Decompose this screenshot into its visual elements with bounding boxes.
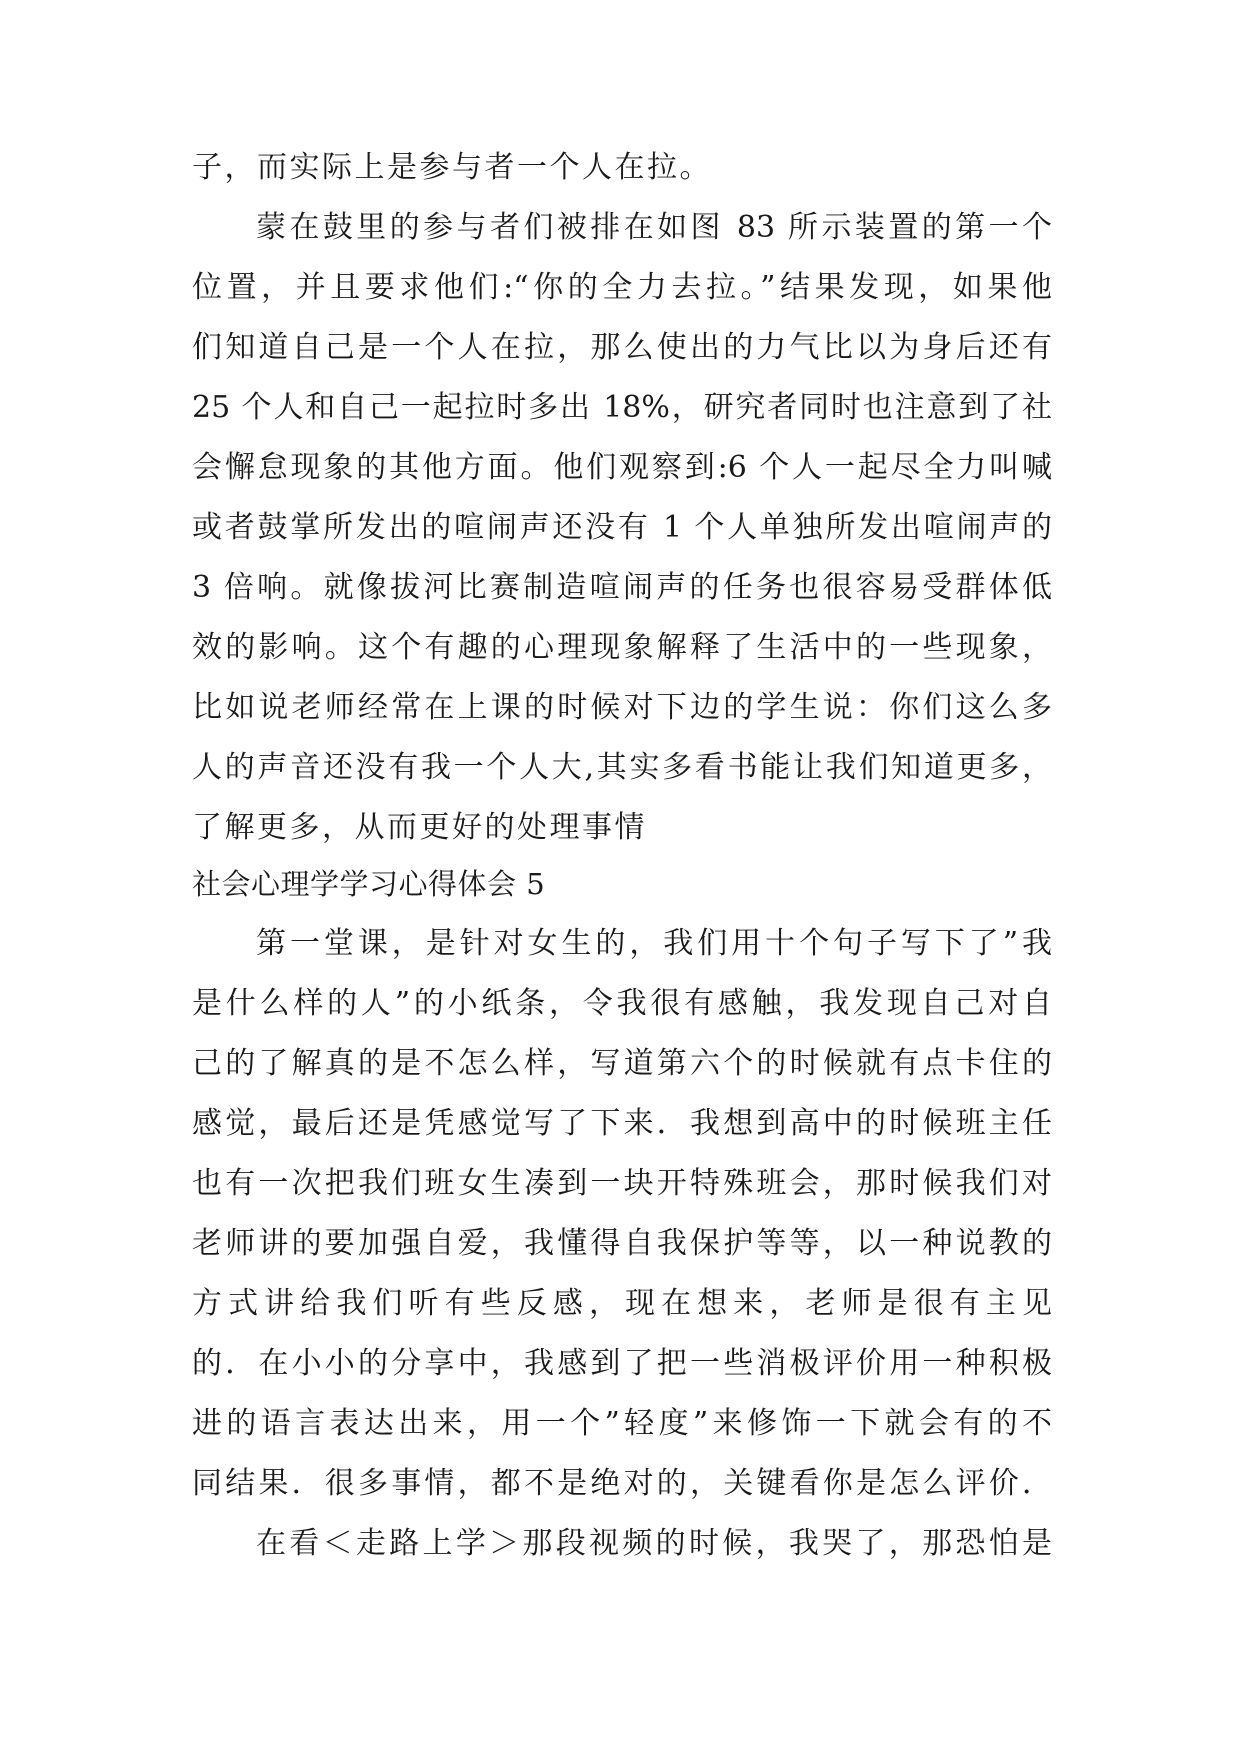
paragraph-line: 比如说老师经常在上课的时候对下边的学生说：你们这么多 — [192, 690, 1052, 725]
paragraph-line: 人的声音还没有我一个人大,其实多看书能让我们知道更多， — [192, 750, 1052, 785]
paragraph-line: 同结果．很多事情，都不是绝对的，关键看你是怎么评价． — [192, 1466, 1052, 1501]
paragraph-line: 的．在小小的分享中，我感到了把一些消极评价用一种积极 — [192, 1346, 1052, 1381]
paragraph-line: 3 倍响。就像拔河比赛制造喧闹声的任务也很容易受群体低 — [192, 570, 1052, 605]
paragraph-line: 子，而实际上是参与者一个人在拉。 — [192, 150, 712, 185]
paragraph-line: 进的语言表达出来，用一个”轻度”来修饰一下就会有的不 — [192, 1406, 1052, 1441]
paragraph-line: 25 个人和自己一起拉时多出 18%，研究者同时也注意到了社 — [192, 390, 1052, 425]
section-heading: 社会心理学学习心得体会 5 — [192, 867, 546, 901]
paragraph-line: 会懈怠现象的其他方面。他们观察到:6 个人一起尽全力叫喊 — [192, 450, 1052, 485]
paragraph-line: 感觉，最后还是凭感觉写了下来．我想到高中的时候班主任 — [192, 1106, 1052, 1141]
paragraph-line: 蒙在鼓里的参与者们被排在如图 83 所示装置的第一个 — [256, 210, 1052, 245]
paragraph-line: 也有一次把我们班女生凑到一块开特殊班会，那时候我们对 — [192, 1166, 1052, 1201]
paragraph-line: 老师讲的要加强自爱，我懂得自我保护等等，以一种说教的 — [192, 1226, 1052, 1261]
paragraph-line: 了解更多，从而更好的处理事情 — [192, 810, 647, 845]
paragraph-line: 方式讲给我们听有些反感，现在想来，老师是很有主见 — [192, 1286, 1052, 1321]
paragraph-line: 是什么样的人”的小纸条，令我很有感触，我发现自己对自 — [192, 986, 1052, 1021]
paragraph-line: 效的影响。这个有趣的心理现象解释了生活中的一些现象， — [192, 630, 1052, 665]
paragraph-line: 在看＜走路上学＞那段视频的时候，我哭了，那恐怕是 — [256, 1526, 1052, 1561]
paragraph-line: 或者鼓掌所发出的喧闹声还没有 1 个人单独所发出喧闹声的 — [192, 510, 1052, 545]
paragraph-line: 们知道自己是一个人在拉，那么使出的力气比以为身后还有 — [192, 330, 1052, 365]
paragraph-line: 己的了解真的是不怎么样，写道第六个的时候就有点卡住的 — [192, 1046, 1052, 1081]
paragraph-line: 第一堂课，是针对女生的，我们用十个句子写下了”我 — [256, 926, 1052, 961]
paragraph-line: 位置，并且要求他们:“你的全力去拉。”结果发现，如果他 — [192, 270, 1052, 305]
